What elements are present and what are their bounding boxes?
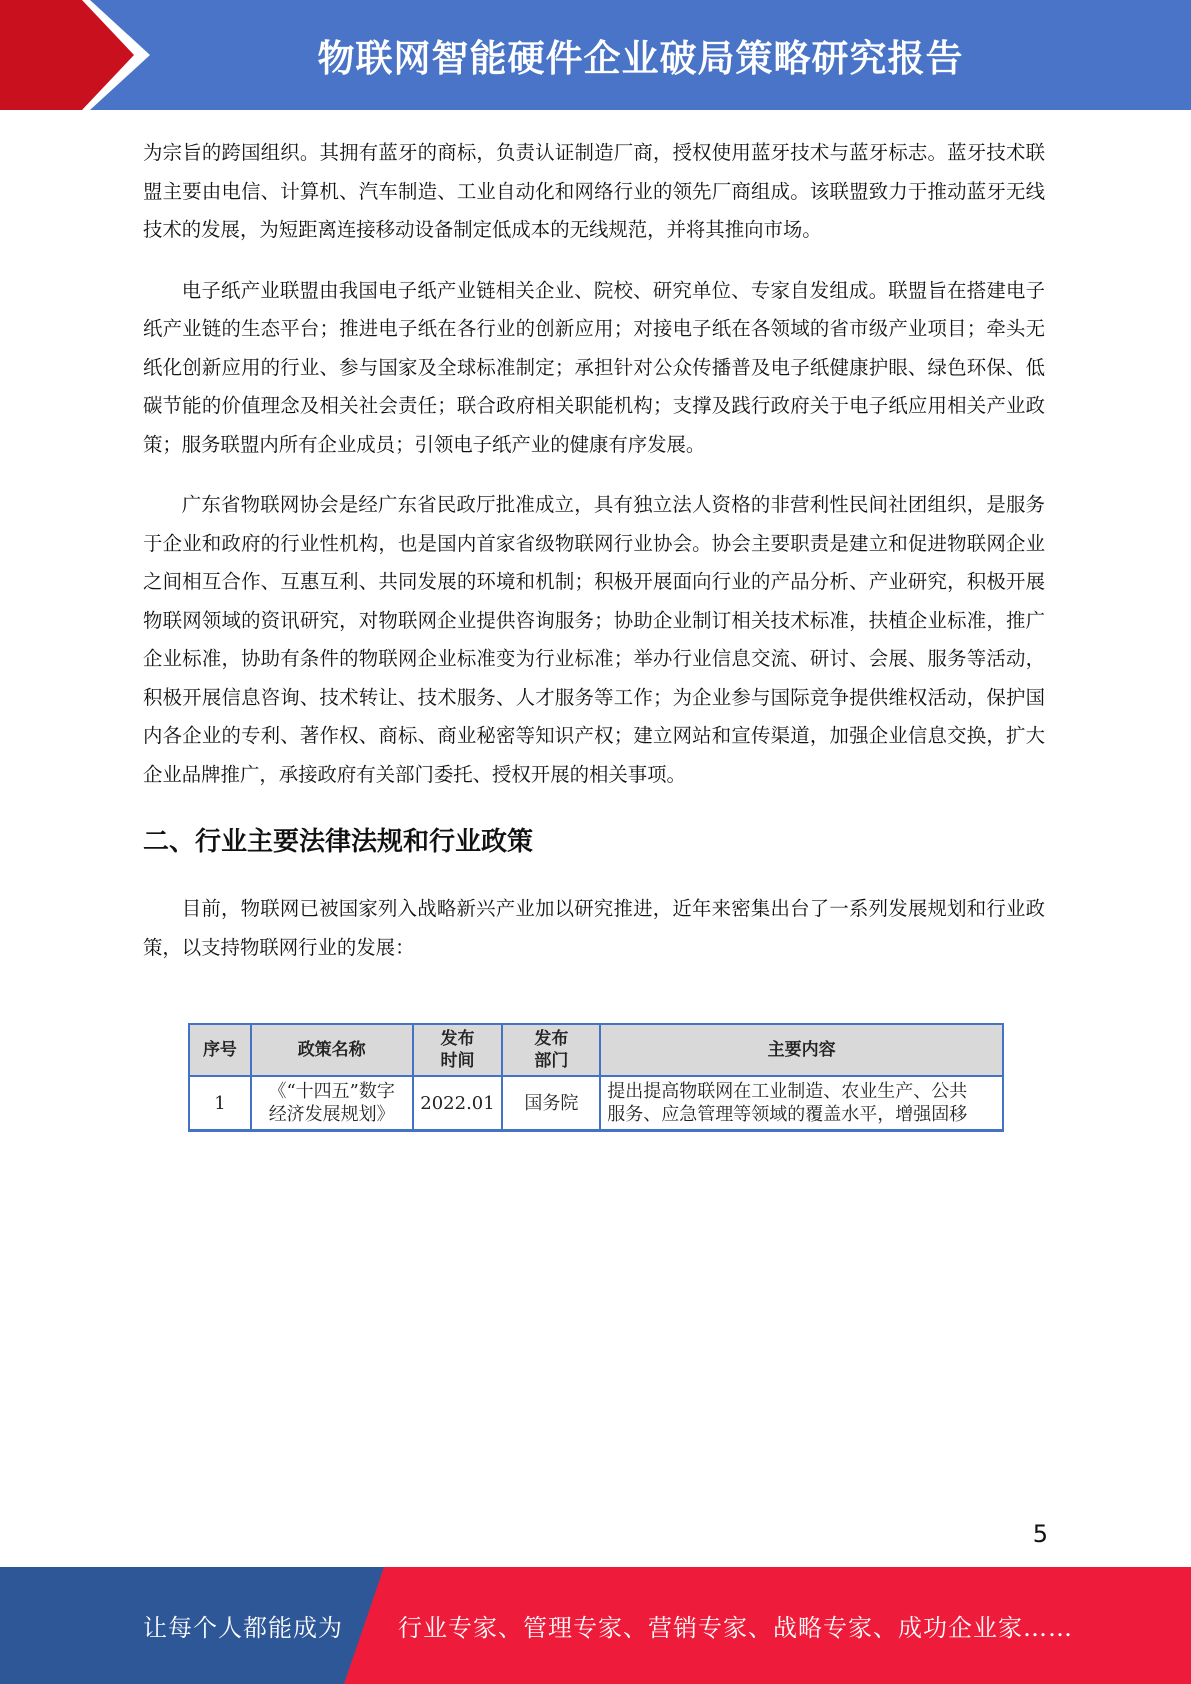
header-no: 序号 <box>189 1024 251 1076</box>
policy-table <box>188 1023 1004 1132</box>
header-main-content: 主要内容 <box>600 1024 1003 1076</box>
paragraph-epaper: 电子纸产业联盟由我国电子纸产业链相关企业、院校、研究单位、专家自发组成。联盟旨在搭建电子纸产业链的生态平台；推进电子纸在各行业的创新应用；对接电子纸在各领域的省市级产业项目；牵头无纸化创新应用的行业、参与国家及全球标准制定；承担针对公众传播普及电子纸健康护眼、绿色环保、低碳节能的价值理念及相关社会责任；联合政府相关职能机构；支撑及践行政府关于电子纸应用相关产业政策；服务联盟内所有企业成员；引领电子纸产业的健康有序发展。 <box>143 278 1045 456</box>
footer-slogan-left: 让每个人都能成为 <box>143 1614 343 1642</box>
header-policy-name: 政策名称 <box>251 1024 413 1076</box>
section-heading: 二、行业主要法律法规和行业政策 <box>143 827 534 857</box>
paragraph-policy-intro: 目前，物联网已被国家列入战略新兴产业加以研究推进，近年来密集出台了一系列发展规划和行业政策，以支持物联网行业的发展： <box>143 897 1045 959</box>
report-title: 物联网智能硬件企业破局策略研究报告 <box>317 37 964 80</box>
policy-table-wrapper <box>188 1023 1006 1132</box>
cell-no: 1 <box>189 1076 251 1131</box>
cell-release-time: 2022.01 <box>413 1076 503 1131</box>
paragraph-guangdong-iot: 广东省物联网协会是经广东省民政厅批准成立，具有独立法人资格的非营利性民间社团组织，是服务于企业和政府的行业性机构，也是国内首家省级物联网行业协会。协会主要职责是建立和促进物联网企业之间相互合作、互惠互利、共同发展的环境和机制；积极开展面向行业的产品分析、产业研究，积极开展物联网领域的资讯研究，对物联网企业提供咨询服务；协助企业制订相关技术标准，扶植企业标准，推广企业标准，协助有条件的物联网企业标准变为行业标准；举办行业信息交流、研讨、会展、服务等活动，积极开展信息咨询、技术转让、技术服务、人才服务等工作；为企业参与国际竞争提供维权活动，保护国内各企业的专利、著作权、商标、商业秘密等知识产权；建立网站和宣传渠道，加强企业信息交换，扩大企业品牌推广，承接政府有关部门委托、授权开展的相关事项。 <box>143 493 1045 786</box>
main-content <box>143 134 1045 967</box>
table-row <box>189 1076 1003 1131</box>
footer-slogan-right: 行业专家、管理专家、营销专家、战略专家、成功企业家…… <box>398 1614 1073 1642</box>
cell-main-content: 提出提高物联网在工业制造、农业生产、公共 服务、应急管理等领域的覆盖水平，增强固移 <box>600 1076 1003 1131</box>
page-number: 5 <box>1032 1520 1048 1548</box>
header-arrow-icon <box>0 0 150 110</box>
paragraph-bluetooth: 为宗旨的跨国组织。其拥有蓝牙的商标，负责认证制造厂商，授权使用蓝牙技术与蓝牙标志。蓝牙技术联盟主要由电信、计算机、汽车制造、工业自动化和网络行业的领先厂商组成。该联盟致力于推动蓝牙无线技术的发展，为短距离连接移动设备制定低成本的无线规范，并将其推向市场。 <box>143 141 1045 241</box>
cell-release-dept: 国务院 <box>502 1076 600 1131</box>
page-footer <box>0 1567 1191 1684</box>
header-release-time: 发布 时间 <box>413 1024 503 1076</box>
page-header <box>0 0 1191 110</box>
cell-policy-name: 《“十四五”数字 经济发展规划》 <box>251 1076 413 1131</box>
table-header-row <box>189 1024 1003 1076</box>
header-release-dept: 发布 部门 <box>502 1024 600 1076</box>
